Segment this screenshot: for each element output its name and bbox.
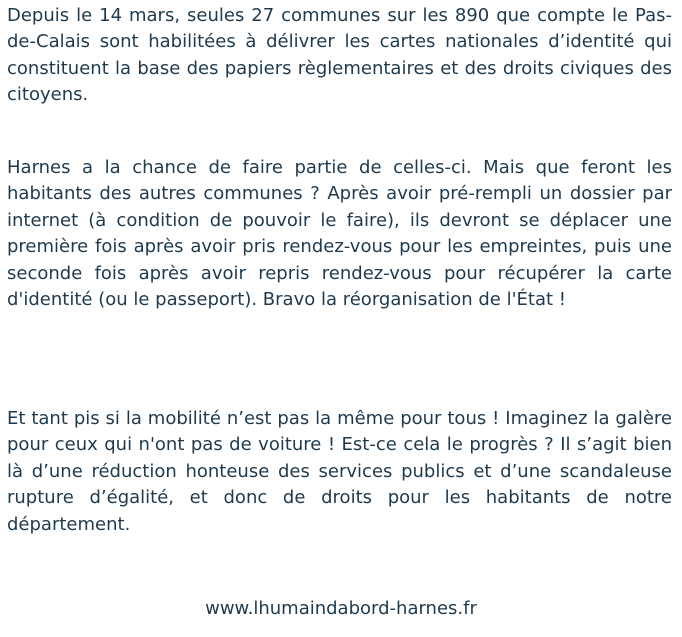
paragraph-1: Depuis le 14 mars, seules 27 communes sur les 890 que compte le Pas-de-Calais sont habilitées à délivrer les cartes nationales d’identité qui constituent la base des papiers règlementaires et des droits civiques des citoyens. (7, 5, 672, 106)
footer-website-url: www.lhumaindabord-harnes.fr (205, 598, 477, 619)
paragraph-2: Harnes a la chance de faire partie de celles-ci. Mais que feront les habitants des autres communes ? Après avoir pré-rempli un dossier par internet (à condition de pouvoir le faire), ils devront se déplacer une première fois après avoir pris rendez-vous pour les empreintes, puis une seconde fois après avoir repris rendez-vous pour récupérer la carte d'identité (ou le passeport). Bravo la réorganisation de l'État ! (7, 157, 672, 311)
paragraph-3: Et tant pis si la mobilité n’est pas la même pour tous ! Imaginez la galère pour ceux qui n'ont pas de voiture ! Est-ce cela le progrès ? Il s’agit bien là d’une réduction honteuse des services publics et d’une scandaleuse rupture d’égalité, et donc de droits pour les habitants de notre département. (7, 408, 672, 535)
